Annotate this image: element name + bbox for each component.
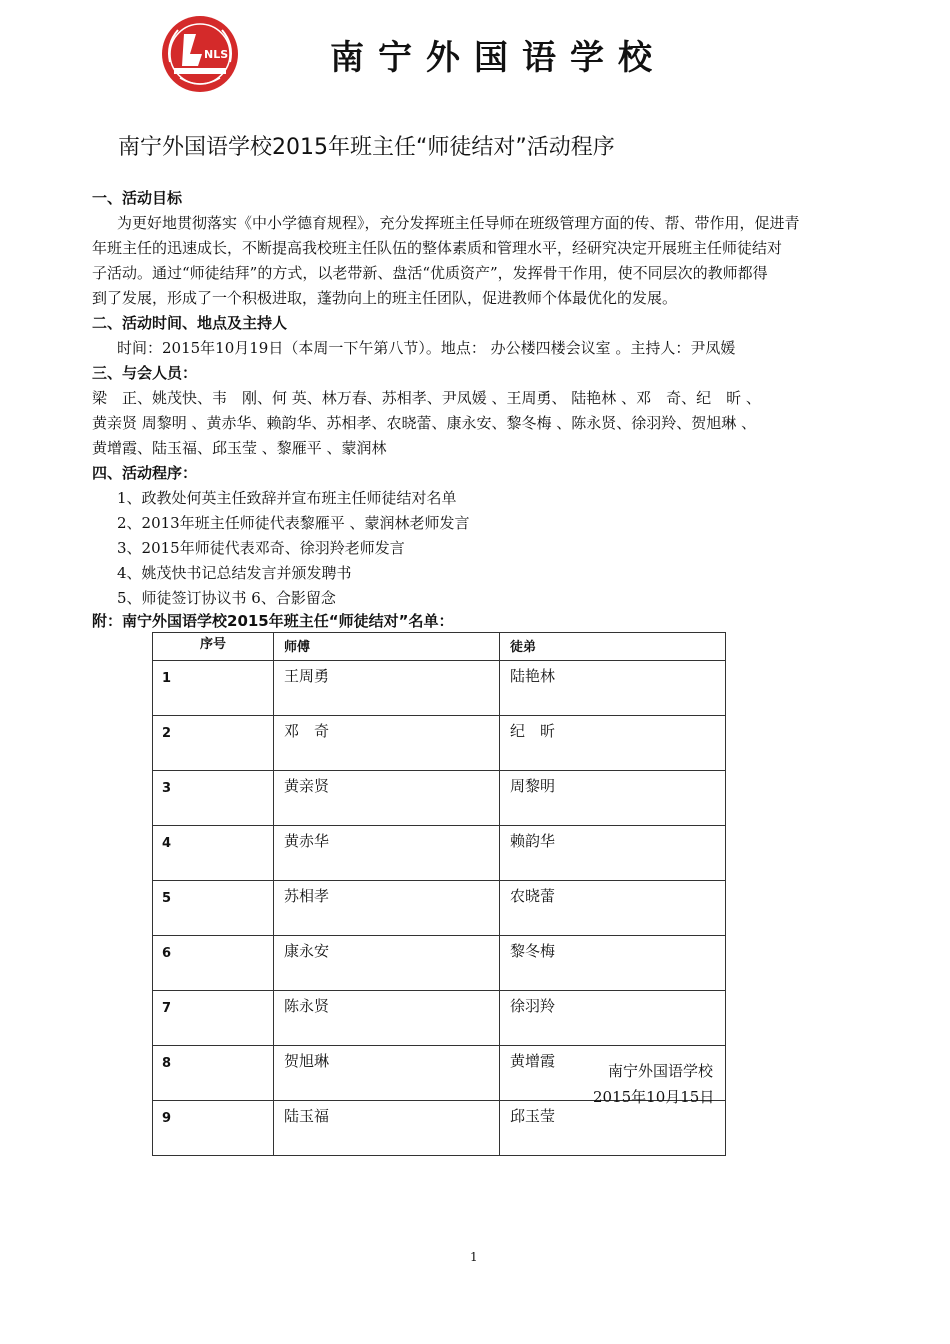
row-number: 2 <box>153 716 274 771</box>
section1-line: 子活动。通过“师徒结拜”的方式，以老带新、盘活“优质资产”，发挥骨干作用，使不同层次的教师都得 <box>92 264 768 282</box>
table-row <box>153 771 726 826</box>
svg-text:NLS: NLS <box>204 48 229 61</box>
document-title: 南宁外国语学校2015年班主任“师徒结对”活动程序 <box>118 135 615 160</box>
section4-heading: 四、活动程序： <box>92 464 198 482</box>
section3-heading: 三、与会人员： <box>92 364 198 382</box>
mentor-name: 黄亲贤 <box>274 771 500 826</box>
school-logo-icon <box>160 14 240 94</box>
table-row <box>153 716 726 771</box>
row-number: 6 <box>153 936 274 991</box>
section1-line: 年班主任的迅速成长，不断提高我校班主任队伍的整体素质和管理水平，经研究决定开展班主任师徒结对 <box>92 239 783 257</box>
section1-line: 到了发展，形成了一个积极进取，蓬勃向上的班主任团队，促进教师个体最优化的发展。 <box>92 289 678 307</box>
attendee-line: 梁 正、姚茂快、韦 刚、何 英、林万春、苏相孝、尹凤媛 、王周勇、 陆艳林 、邓 奇、纪 昕 、 <box>92 389 761 407</box>
apprentice-name: 农晓蕾 <box>500 881 726 936</box>
mentor-name: 贺旭琳 <box>274 1046 500 1101</box>
apprentice-name: 黎冬梅 <box>500 936 726 991</box>
section2-heading: 二、活动时间、地点及主持人 <box>92 314 288 332</box>
row-number: 8 <box>153 1046 274 1101</box>
apprentice-name: 黄增霞 <box>500 1046 726 1101</box>
column-header-number: 序号 <box>153 633 274 661</box>
program-item: 3、2015年师徒代表邓奇、徐羽羚老师发言 <box>117 539 405 557</box>
apprentice-name: 徐羽羚 <box>500 991 726 1046</box>
mentor-name: 黄赤华 <box>274 826 500 881</box>
table-header-row <box>153 633 726 661</box>
table-row <box>153 826 726 881</box>
page-number: 1 <box>470 1250 478 1264</box>
mentor-name: 陆玉福 <box>274 1101 500 1156</box>
program-item: 1、政教处何英主任致辞并宣布班主任师徒结对名单 <box>117 489 457 507</box>
section2-line: 时间：2015年10月19日（本周一下午第八节）。地点： 办公楼四楼会议室 。主持人：尹凤媛 <box>117 339 736 357</box>
appendix-heading: 附：南宁外国语学校2015年班主任“师徒结对”名单： <box>92 612 454 630</box>
section1-heading: 一、活动目标 <box>92 189 183 207</box>
row-number: 7 <box>153 991 274 1046</box>
column-header-mentor: 师傅 <box>274 633 500 661</box>
row-number: 4 <box>153 826 274 881</box>
section1-line: 为更好地贯彻落实《中小学德育规程》，充分发挥班主任导师在班级管理方面的传、帮、带作用，促进青 <box>117 214 800 232</box>
table-row <box>153 1101 726 1156</box>
school-name-calligraphy: 南宁外国语学校 <box>330 38 666 78</box>
table-row <box>153 881 726 936</box>
row-number: 5 <box>153 881 274 936</box>
row-number: 1 <box>153 661 274 716</box>
apprentice-name: 邱玉莹 <box>500 1101 726 1156</box>
mentor-name: 邓 奇 <box>274 716 500 771</box>
table-row <box>153 936 726 991</box>
column-header-apprentice: 徒弟 <box>500 633 726 661</box>
signature-organization: 南宁外国语学校 <box>608 1062 714 1080</box>
row-number: 9 <box>153 1101 274 1156</box>
program-item: 5、师徒签订协议书 6、合影留念 <box>117 589 336 607</box>
mentor-name: 康永安 <box>274 936 500 991</box>
mentor-name: 陈永贤 <box>274 991 500 1046</box>
apprentice-name: 周黎明 <box>500 771 726 826</box>
program-item: 2、2013年班主任师徒代表黎雁平 、蒙润林老师发言 <box>117 514 470 532</box>
table-row <box>153 991 726 1046</box>
attendee-line: 黄增霞、陆玉福、邱玉莹 、黎雁平 、蒙润林 <box>92 439 387 457</box>
table-row <box>153 661 726 716</box>
signature-date: 2015年10月15日 <box>593 1088 715 1106</box>
apprentice-name: 陆艳林 <box>500 661 726 716</box>
program-item: 4、姚茂快书记总结发言并颁发聘书 <box>117 564 352 582</box>
row-number: 3 <box>153 771 274 826</box>
mentor-name: 王周勇 <box>274 661 500 716</box>
apprentice-name: 纪 昕 <box>500 716 726 771</box>
apprentice-name: 赖韵华 <box>500 826 726 881</box>
mentor-name: 苏相孝 <box>274 881 500 936</box>
attendee-line: 黄亲贤 周黎明 、黄赤华、赖韵华、苏相孝、农晓蕾、康永安、黎冬梅 、陈永贤、徐羽羚、贺旭琳 、 <box>92 414 757 432</box>
